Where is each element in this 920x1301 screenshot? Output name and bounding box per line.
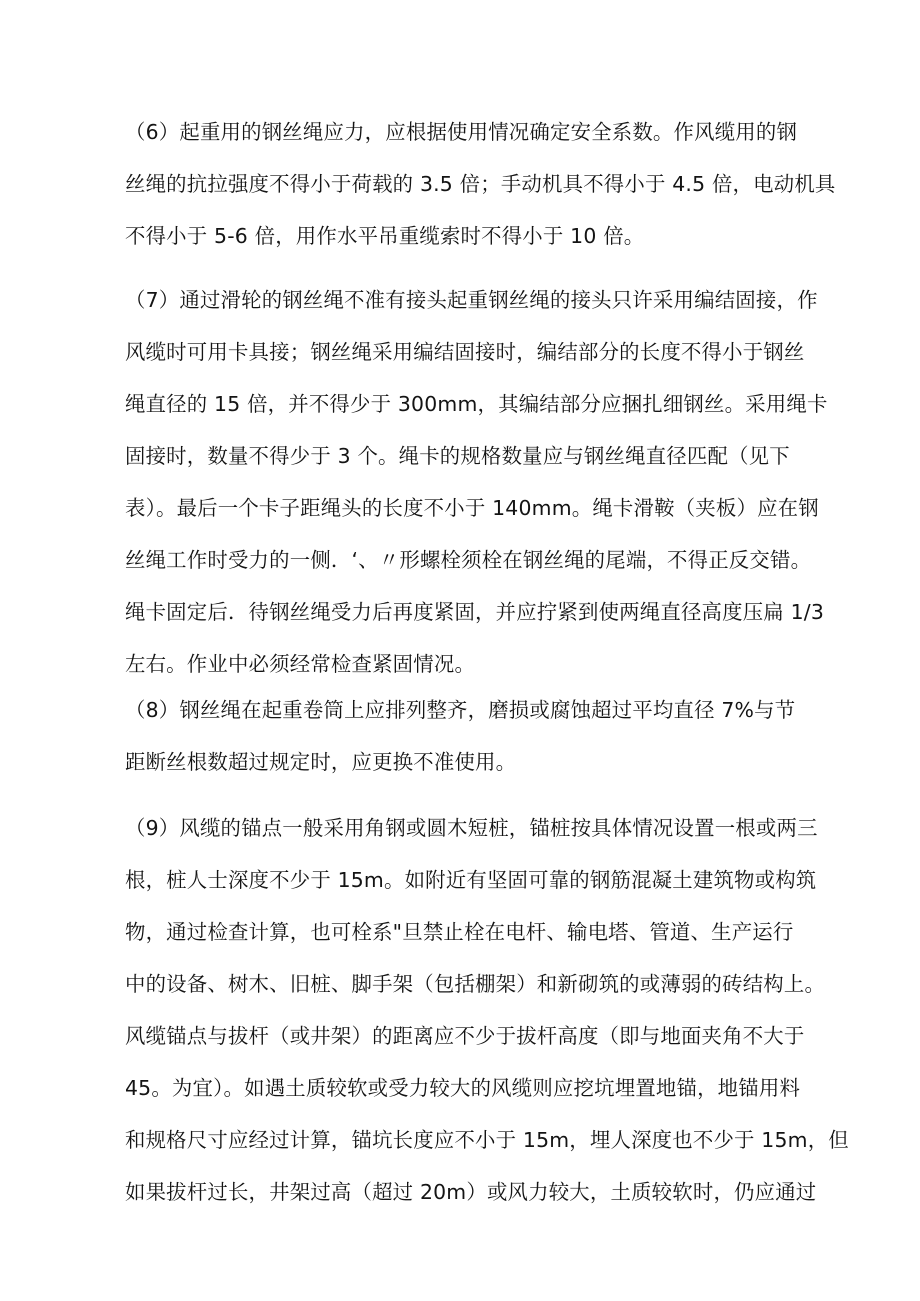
text-line: 45。为宜）。如遇土质较软或受力较大的风缆则应挖坑埋置地锚，地锚用料 xyxy=(125,1076,801,1100)
text-line: 风缆锚点与拔杆（或井架）的距离应不少于拔杆高度（即与地面夹角不大于 xyxy=(125,1024,805,1048)
text-line: 左右。作业中必须经常检查紧固情况。 xyxy=(125,652,476,676)
text-line: （9）风缆的锚点一般采用角钢或圆木短桩，锚桩按具体情况设置一根或两三 xyxy=(125,816,818,840)
text-line: 距断丝根数超过规定时，应更换不准使用。 xyxy=(125,750,517,774)
text-line: 如果拔杆过长，井架过高（超过 20m）或风力较大，土质较软时，仍应通过 xyxy=(125,1180,817,1204)
text-line: 表）。最后一个卡子距绳头的长度不小于 140mm。绳卡滑鞍（夹板）应在钢 xyxy=(125,496,819,520)
text-line: 绳卡固定后．待钢丝绳受力后再度紧固，并应拧紧到使两绳直径高度压扁 1/3 xyxy=(125,600,824,624)
text-line: 物，通过检查计算，也可栓系"旦禁止栓在电杆、输电塔、管道、生产运行 xyxy=(125,920,794,944)
text-line: （7）通过滑轮的钢丝绳不准有接头起重钢丝绳的接头只许采用编结固接，作 xyxy=(125,288,818,312)
text-line: 中的设备、树木、旧桩、脚手架（包括棚架）和新砌筑的或薄弱的砖结构上。 xyxy=(125,972,826,996)
text-line: 和规格尺寸应经过计算，锚坑长度应不小于 15m，埋人深度也不少于 15m，但 xyxy=(125,1128,849,1152)
text-line: 绳直径的 15 倍，并不得少于 300mm，其编结部分应捆扎细钢丝。采用绳卡 xyxy=(125,392,828,416)
text-line: 风缆时可用卡具接；钢丝绳采用编结固接时，编结部分的长度不得小于钢丝 xyxy=(125,340,805,364)
text-line: 丝绳工作时受力的一侧．‘、〃形螺栓须栓在钢丝绳的尾端，不得正反交错。 xyxy=(125,548,812,572)
text-line: （8）钢丝绳在起重卷筒上应排列整齐，磨损或腐蚀超过平均直径 7%与节 xyxy=(125,698,796,722)
text-line: 不得小于 5-6 倍，用作水平吊重缆索时不得小于 10 倍。 xyxy=(125,224,645,248)
text-line: 固接时，数量不得少于 3 个。绳卡的规格数量应与钢丝绳直径匹配（见下 xyxy=(125,444,790,468)
text-line: 丝绳的抗拉强度不得小于荷载的 3.5 倍；手动机具不得小于 4.5 倍，电动机具 xyxy=(125,172,836,196)
text-line: 根，桩人士深度不少于 15m。如附近有坚固可靠的钢筋混凝土建筑物或构筑 xyxy=(125,868,817,892)
text-line: （6）起重用的钢丝绳应力，应根据使用情况确定安全系数。作风缆用的钢 xyxy=(125,120,798,144)
